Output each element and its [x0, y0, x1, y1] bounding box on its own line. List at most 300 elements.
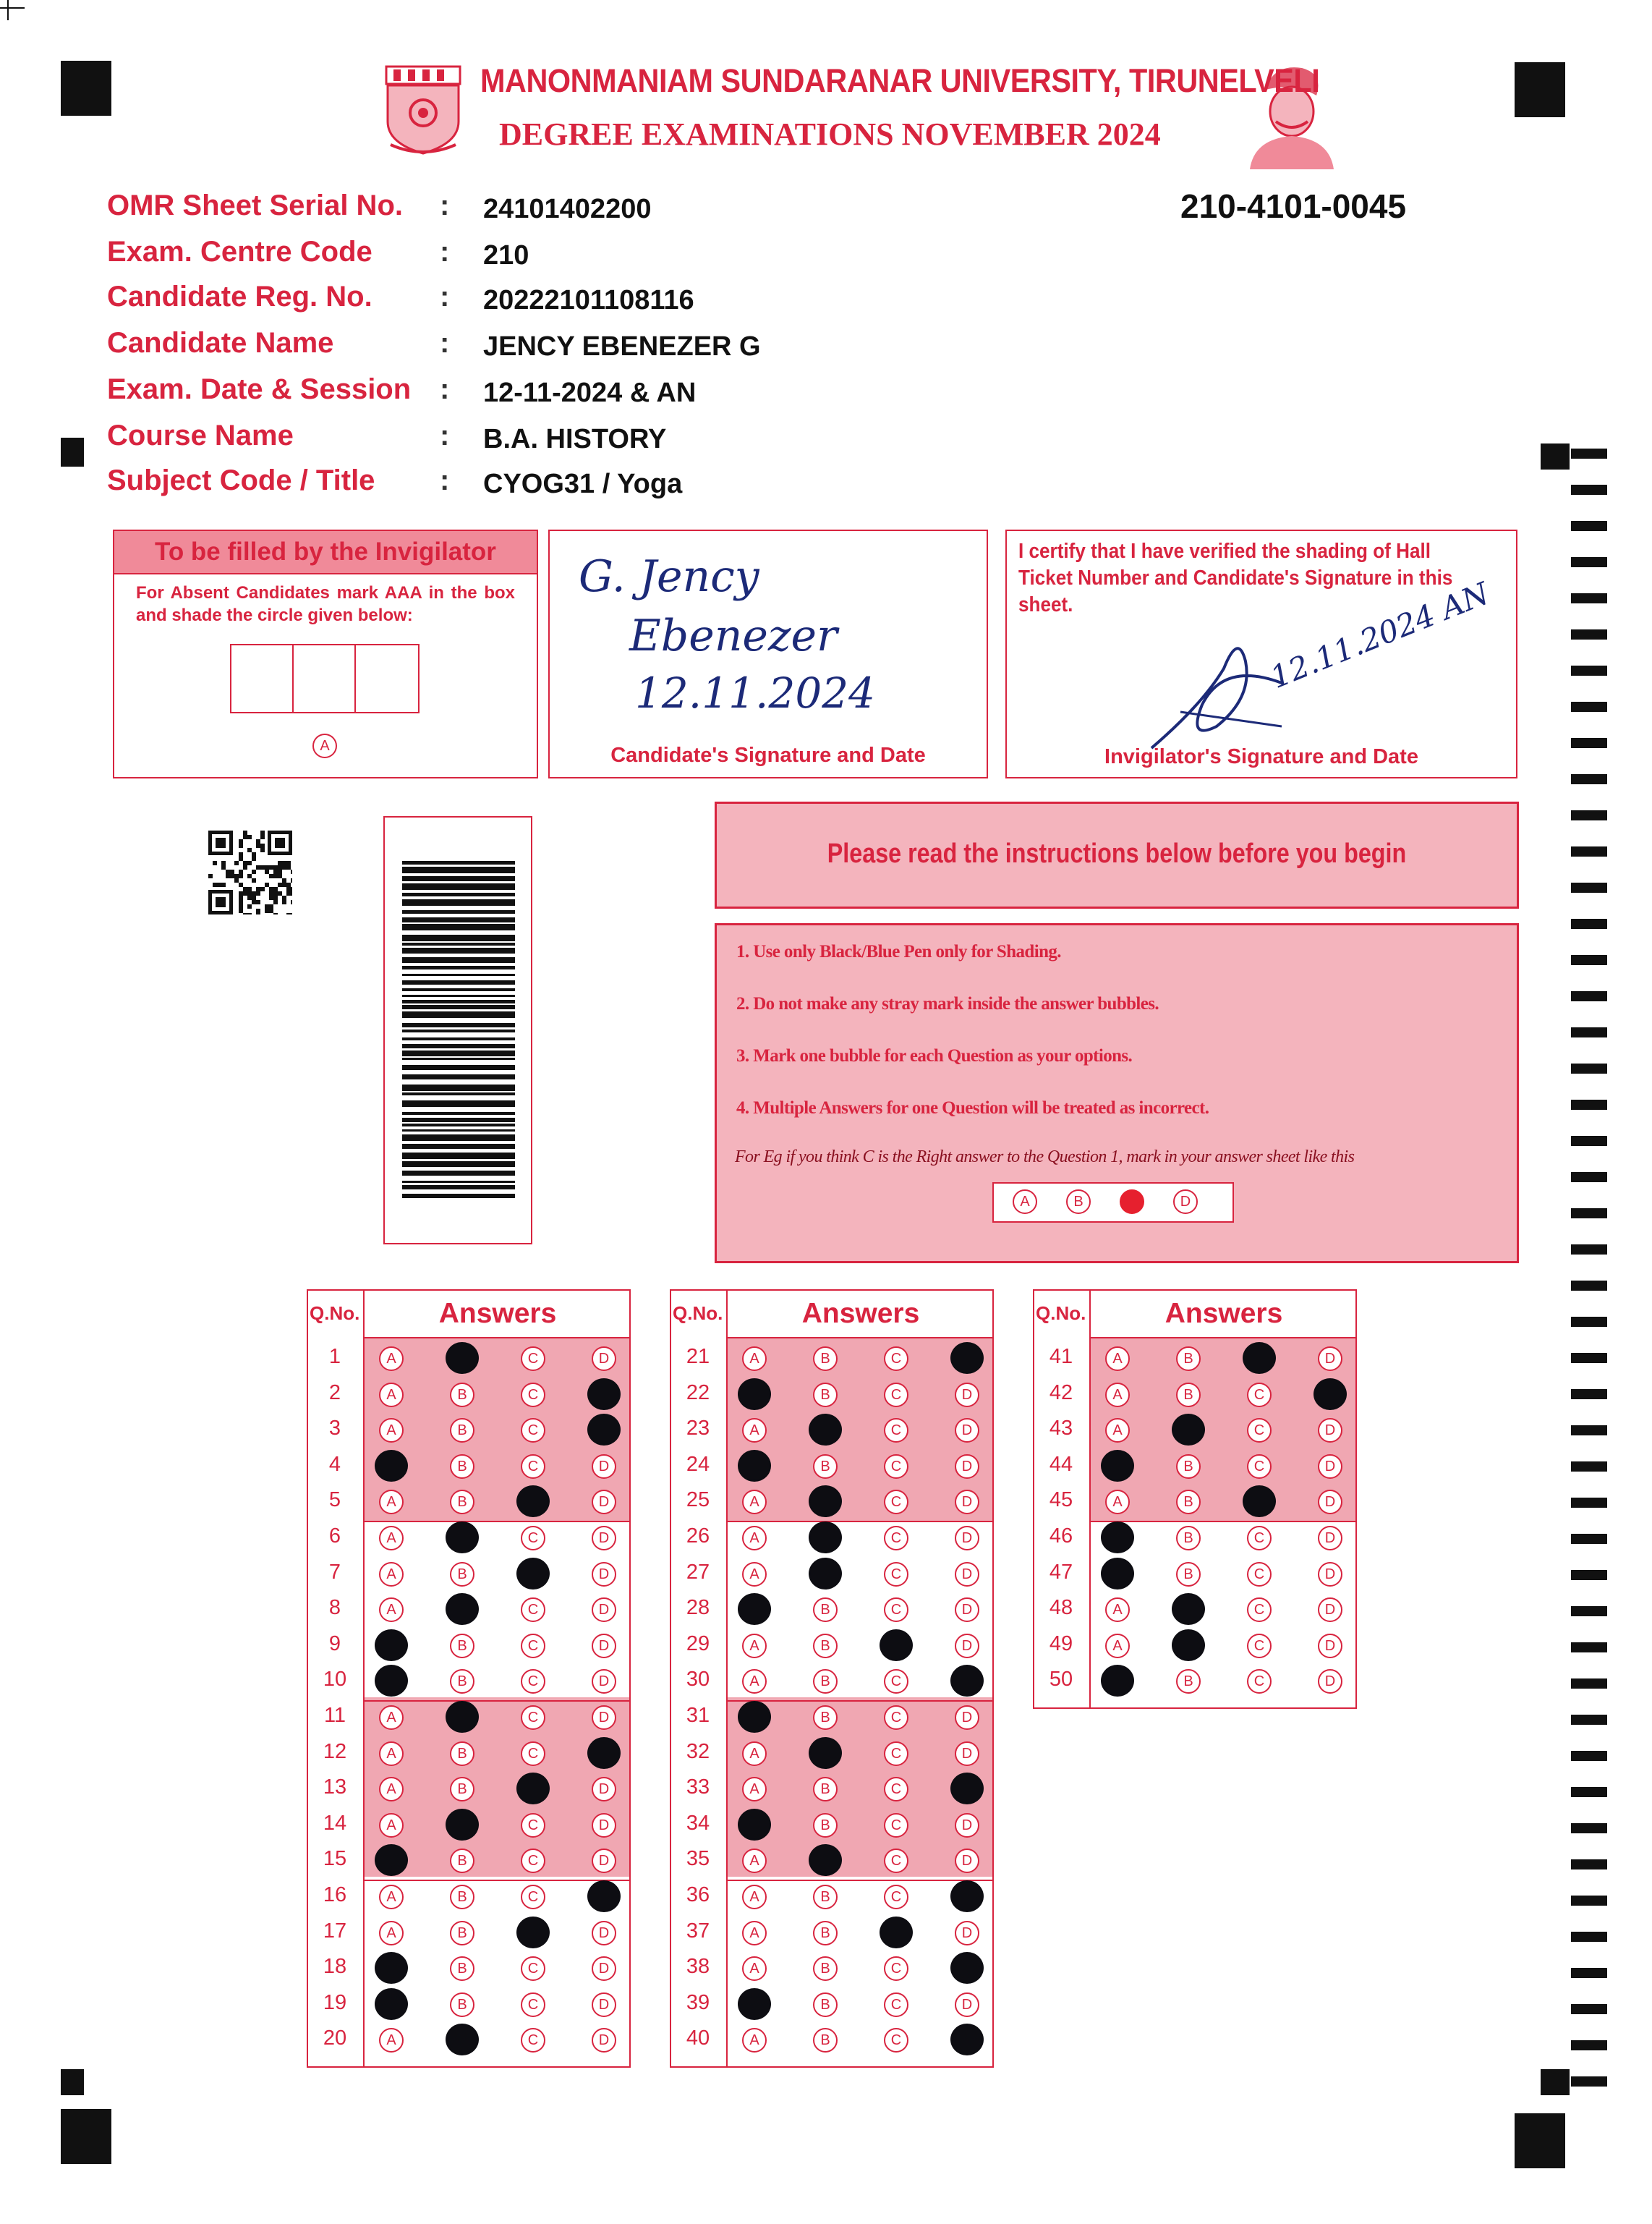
crop-mark [7, 0, 9, 20]
answer-bubble[interactable]: B [450, 1849, 474, 1873]
answer-bubble[interactable] [1172, 1414, 1205, 1446]
timing-mark [1571, 1932, 1607, 1942]
candidate-signature-name: G. Jency [579, 551, 759, 602]
answer-bubble[interactable] [1243, 1342, 1276, 1374]
answer-bubble[interactable]: D [1318, 1490, 1342, 1514]
answer-bubble[interactable] [950, 1773, 984, 1804]
answer-bubble[interactable]: B [813, 1383, 838, 1407]
answer-bubble[interactable] [375, 1450, 408, 1482]
answer-bubble[interactable]: B [813, 1992, 838, 2017]
example-bubble: A [1013, 1189, 1037, 1214]
question-number: 26 [686, 1524, 710, 1548]
answer-bubble[interactable]: B [450, 1562, 474, 1587]
question-number: 23 [686, 1417, 710, 1440]
timing-mark [1571, 1281, 1607, 1291]
answer-bubble[interactable]: C [884, 1454, 908, 1479]
question-number: 34 [686, 1811, 710, 1835]
detail-label: Candidate Reg. No. [107, 281, 372, 313]
answer-bubble[interactable]: D [592, 1346, 616, 1371]
example-bubble [1120, 1189, 1144, 1214]
timing-mark [1571, 521, 1607, 531]
answer-bubble[interactable]: B [813, 1956, 838, 1981]
answer-bubble[interactable]: D [955, 1921, 979, 1945]
answer-bubble[interactable]: A [742, 1562, 767, 1587]
answer-bubble[interactable]: C [521, 1418, 545, 1443]
instruction-banner-text: Please read the instructions below before you begin [827, 839, 1407, 869]
answer-bubble[interactable] [738, 1988, 771, 2020]
answer-bubble[interactable]: B [450, 1777, 474, 1801]
answer-bubble[interactable]: B [1176, 1562, 1201, 1587]
detail-label: Candidate Name [107, 327, 334, 359]
registration-mark [61, 2109, 111, 2164]
barcode-frame [383, 816, 532, 1244]
answer-bubble[interactable]: B [813, 1634, 838, 1658]
answer-bubble[interactable]: D [592, 1597, 616, 1622]
band-divider [1091, 1521, 1355, 1522]
question-number: 29 [686, 1631, 710, 1655]
answer-bubble[interactable]: D [955, 1490, 979, 1514]
answer-bubble[interactable]: D [592, 1813, 616, 1838]
answer-bubble[interactable]: D [955, 1383, 979, 1407]
answer-bubble[interactable] [587, 1414, 621, 1446]
timing-mark [1571, 1425, 1607, 1435]
question-number: 47 [1049, 1560, 1073, 1584]
question-number: 14 [323, 1811, 347, 1835]
answer-bubble[interactable]: A [742, 1418, 767, 1443]
question-number: 31 [686, 1704, 710, 1727]
answer-bubble[interactable]: A [1105, 1634, 1130, 1658]
question-number: 7 [328, 1560, 341, 1584]
answer-bubble[interactable]: C [884, 1490, 908, 1514]
answer-bubble[interactable]: A [379, 1597, 404, 1622]
answer-bubble[interactable] [809, 1521, 842, 1553]
answer-bubble[interactable] [1101, 1521, 1134, 1553]
detail-label: Exam. Centre Code [107, 236, 372, 268]
detail-value: JENCY EBENEZER G [483, 331, 761, 362]
answer-bubble[interactable]: C [884, 1849, 908, 1873]
answer-bubble[interactable]: C [521, 1526, 545, 1550]
answer-bubble[interactable]: B [813, 1454, 838, 1479]
answer-bubble[interactable]: B [1176, 1383, 1201, 1407]
answer-bubble[interactable]: B [450, 1418, 474, 1443]
answer-bubble[interactable]: C [884, 1383, 908, 1407]
answer-bubble[interactable] [516, 1773, 550, 1804]
answer-bubble[interactable]: C [521, 1956, 545, 1981]
timing-mark [1571, 1787, 1607, 1797]
answer-bubble[interactable] [587, 1880, 621, 1912]
answer-bubble[interactable]: A [742, 1885, 767, 1909]
answer-bubble[interactable] [446, 1521, 479, 1553]
answer-bubble[interactable] [809, 1737, 842, 1769]
answer-bubble[interactable]: C [884, 1346, 908, 1371]
answer-bubble[interactable]: A [379, 1418, 404, 1443]
answer-bubble[interactable]: B [450, 1956, 474, 1981]
answer-bubble[interactable]: C [521, 1383, 545, 1407]
question-number: 9 [328, 1631, 341, 1655]
answer-bubble[interactable] [738, 1701, 771, 1733]
question-number: 4 [328, 1452, 341, 1476]
answer-bubble[interactable]: C [1247, 1634, 1272, 1658]
answer-bubble[interactable] [446, 1342, 479, 1374]
question-number: 28 [686, 1596, 710, 1620]
university-name: MANONMANIAM SUNDARANAR UNIVERSITY, TIRUNELVELI [480, 62, 1320, 99]
answer-bubble[interactable]: B [813, 1885, 838, 1909]
answer-bubble[interactable] [446, 1593, 479, 1625]
timing-mark [1571, 846, 1607, 857]
answer-bubble[interactable]: C [884, 1418, 908, 1443]
answer-bubble[interactable]: A [379, 1562, 404, 1587]
answer-bubble[interactable]: C [521, 1849, 545, 1873]
question-number: 39 [686, 1990, 710, 2014]
example-bubbles [992, 1182, 1234, 1223]
instruction-4: 4. Multiple Answers for one Question will be treated as incorrect. [736, 1098, 1209, 1118]
answer-bubble[interactable]: C [521, 1346, 545, 1371]
registration-mark [61, 438, 84, 467]
answer-bubble[interactable]: A [379, 1813, 404, 1838]
timing-mark [1571, 1136, 1607, 1146]
band-divider [728, 1521, 992, 1522]
answer-bubble[interactable] [738, 1809, 771, 1841]
answer-bubble[interactable]: C [521, 1634, 545, 1658]
answer-bubble[interactable]: C [884, 1741, 908, 1766]
timing-mark [1571, 557, 1607, 567]
answer-bubble[interactable]: C [1247, 1562, 1272, 1587]
answer-bubble[interactable]: D [1318, 1634, 1342, 1658]
question-number: 33 [686, 1775, 710, 1799]
band-divider [728, 1700, 992, 1702]
question-number: 25 [686, 1488, 710, 1512]
band-divider [365, 1880, 629, 1881]
answer-bubble[interactable]: C [884, 1885, 908, 1909]
answer-bubble[interactable]: C [884, 1705, 908, 1730]
absent-box-divider [292, 645, 294, 712]
question-number: 15 [323, 1847, 347, 1871]
answer-bubble[interactable]: D [592, 1562, 616, 1587]
answer-bubble[interactable]: B [813, 1346, 838, 1371]
question-number: 37 [686, 1919, 710, 1943]
answer-bubble[interactable] [1172, 1593, 1205, 1625]
detail-label: OMR Sheet Serial No. [107, 190, 403, 221]
question-number: 43 [1049, 1417, 1073, 1440]
answer-bubble[interactable]: C [884, 1597, 908, 1622]
timing-mark [1571, 1027, 1607, 1037]
answer-bubble[interactable] [950, 1880, 984, 1912]
detail-colon: : [440, 420, 450, 451]
answer-bubble[interactable]: C [521, 1741, 545, 1766]
answer-bubble[interactable]: D [1318, 1562, 1342, 1587]
answer-bubble[interactable]: D [592, 1849, 616, 1873]
answer-bubble[interactable]: A [742, 1777, 767, 1801]
answer-bubble[interactable]: A [379, 1490, 404, 1514]
answer-bubble[interactable]: B [450, 1634, 474, 1658]
answer-bubble[interactable] [446, 1809, 479, 1841]
answer-bubble[interactable]: C [521, 1885, 545, 1909]
answer-bubble[interactable]: B [813, 1777, 838, 1801]
timing-mark [1571, 1678, 1607, 1689]
timing-mark [1571, 1498, 1607, 1508]
answer-bubble[interactable]: C [521, 1454, 545, 1479]
timing-mark [1571, 1100, 1607, 1110]
answer-bubble[interactable]: B [813, 1597, 838, 1622]
answer-bubble[interactable]: B [450, 1383, 474, 1407]
answer-bubble[interactable] [738, 1593, 771, 1625]
answer-bubble[interactable] [880, 1917, 913, 1948]
answer-bubble[interactable]: D [955, 1526, 979, 1550]
answer-bubble[interactable]: A [1105, 1418, 1130, 1443]
answer-bubble[interactable]: D [1318, 1669, 1342, 1694]
answer-bubble[interactable]: D [592, 1669, 616, 1694]
question-number: 38 [686, 1955, 710, 1979]
answer-bubble[interactable]: B [450, 1454, 474, 1479]
question-number: 13 [323, 1775, 347, 1799]
answer-bubble[interactable]: A [379, 1741, 404, 1766]
answer-bubble[interactable]: D [592, 1992, 616, 2017]
detail-value: CYOG31 / Yoga [483, 469, 683, 499]
answer-bubble[interactable]: A [742, 1956, 767, 1981]
timing-mark [1571, 1606, 1607, 1616]
answer-bubble[interactable]: D [1318, 1346, 1342, 1371]
answer-bubble[interactable]: A [742, 1526, 767, 1550]
answer-bubble[interactable] [516, 1917, 550, 1948]
answer-bubble[interactable]: B [1176, 1346, 1201, 1371]
answer-bubble[interactable]: D [592, 2028, 616, 2053]
answer-bubble[interactable]: A [379, 1526, 404, 1550]
question-number: 5 [328, 1488, 341, 1512]
detail-colon: : [440, 190, 450, 221]
answer-bubble[interactable]: D [592, 1526, 616, 1550]
answer-bubble[interactable]: D [592, 1490, 616, 1514]
answer-bubble[interactable] [375, 1952, 408, 1984]
question-number: 10 [323, 1668, 347, 1692]
answer-bubble[interactable]: B [813, 1705, 838, 1730]
answer-bubble[interactable]: D [592, 1634, 616, 1658]
answer-bubble[interactable]: C [884, 1562, 908, 1587]
answer-bubble[interactable]: D [955, 1849, 979, 1873]
answer-bubble[interactable]: B [1176, 1526, 1201, 1550]
question-number: 1 [328, 1345, 341, 1368]
answer-bubble[interactable]: C [521, 1669, 545, 1694]
absent-bubble[interactable]: A [312, 734, 337, 758]
example-text: For Eg if you think C is the Right answer to the Question 1, mark in your answer sheet like this [735, 1147, 1355, 1166]
question-number: 12 [323, 1739, 347, 1763]
answer-bubble[interactable]: A [1105, 1346, 1130, 1371]
band-divider [365, 1521, 629, 1522]
answer-bubble[interactable]: A [742, 1490, 767, 1514]
question-number: 44 [1049, 1452, 1073, 1476]
answer-bubble[interactable] [809, 1558, 842, 1590]
answer-bubble[interactable]: C [521, 1597, 545, 1622]
timing-mark [1571, 1317, 1607, 1327]
shaded-band [1091, 1338, 1355, 1522]
answer-bubble[interactable] [738, 1378, 771, 1410]
answer-bubble[interactable]: C [884, 1956, 908, 1981]
absent-mark-boxes[interactable] [230, 644, 420, 713]
answer-bubble[interactable]: D [1318, 1418, 1342, 1443]
answer-bubble[interactable] [587, 1378, 621, 1410]
answer-bubble[interactable]: C [1247, 1526, 1272, 1550]
timing-mark [1571, 1642, 1607, 1652]
answer-bubble[interactable]: A [379, 1383, 404, 1407]
answer-bubble[interactable] [587, 1737, 621, 1769]
answer-bubble[interactable]: B [450, 1490, 474, 1514]
detail-label: Subject Code / Title [107, 464, 375, 496]
question-number: 20 [323, 2026, 347, 2050]
answer-bubble[interactable]: D [955, 1418, 979, 1443]
answer-bubble[interactable]: C [1247, 1597, 1272, 1622]
answer-bubble[interactable]: B [450, 1741, 474, 1766]
answer-bubble[interactable]: B [450, 1669, 474, 1694]
answer-bubble[interactable]: D [955, 1634, 979, 1658]
question-number: 49 [1049, 1631, 1073, 1655]
answer-bubble[interactable]: A [379, 2028, 404, 2053]
answer-bubble[interactable]: B [450, 1992, 474, 2017]
answer-bubble[interactable]: B [1176, 1669, 1201, 1694]
answer-bubble[interactable]: A [379, 1921, 404, 1945]
answer-bubble[interactable]: A [742, 1921, 767, 1945]
answer-bubble[interactable]: A [742, 1741, 767, 1766]
invigilator-signature-box [1005, 530, 1517, 778]
answer-bubble[interactable] [950, 1342, 984, 1374]
timing-mark [1571, 485, 1607, 495]
question-number: 46 [1049, 1524, 1073, 1548]
answer-bubble[interactable]: D [955, 1454, 979, 1479]
invigilator-signature-caption: Invigilator's Signature and Date [1104, 745, 1418, 768]
answer-bubble[interactable]: B [813, 2028, 838, 2053]
answer-bubble[interactable]: A [379, 1777, 404, 1801]
answer-bubble[interactable]: A [1105, 1597, 1130, 1622]
answer-bubble[interactable] [516, 1558, 550, 1590]
answer-bubble[interactable]: D [1318, 1597, 1342, 1622]
registration-mark [61, 61, 111, 116]
answer-bubble[interactable] [809, 1414, 842, 1446]
question-number: 50 [1049, 1668, 1073, 1692]
answer-bubble[interactable]: D [955, 1705, 979, 1730]
answer-bubble[interactable]: D [592, 1705, 616, 1730]
answer-bubble[interactable]: A [1105, 1490, 1130, 1514]
answer-bubble[interactable]: C [884, 1992, 908, 2017]
answer-bubble[interactable] [1172, 1629, 1205, 1661]
timing-mark [1571, 883, 1607, 893]
answer-bubble[interactable]: B [450, 1921, 474, 1945]
answer-bubble[interactable]: D [955, 1597, 979, 1622]
answer-bubble[interactable]: C [884, 1813, 908, 1838]
answer-bubble[interactable]: D [592, 1454, 616, 1479]
answer-bubble[interactable]: D [1318, 1454, 1342, 1479]
answer-bubble[interactable]: C [884, 1777, 908, 1801]
answer-bubble[interactable] [1101, 1450, 1134, 1482]
answer-bubble[interactable] [375, 1629, 408, 1661]
answers-header: Answers [801, 1298, 920, 1329]
answer-bubble[interactable]: C [521, 1992, 545, 2017]
question-number: 24 [686, 1452, 710, 1476]
detail-value: 24101402200 [483, 194, 652, 224]
registration-mark [61, 2069, 84, 2095]
answer-bubble[interactable]: D [955, 1992, 979, 2017]
answer-bubble[interactable]: D [1318, 1526, 1342, 1550]
answer-bubble[interactable]: A [379, 1885, 404, 1909]
qno-header: Q.No. [673, 1302, 723, 1324]
answer-bubble[interactable]: D [592, 1777, 616, 1801]
detail-value: 12-11-2024 & AN [483, 378, 697, 408]
answer-bubble[interactable]: B [813, 1813, 838, 1838]
answer-bubble[interactable]: A [742, 1634, 767, 1658]
detail-colon: : [440, 281, 450, 313]
answer-bubble[interactable]: B [1176, 1454, 1201, 1479]
answer-bubble[interactable]: D [955, 1741, 979, 1766]
answer-bubble[interactable]: C [884, 2028, 908, 2053]
registration-mark [1515, 2113, 1565, 2168]
timing-mark [1571, 1570, 1607, 1580]
answer-bubble[interactable]: A [1105, 1383, 1130, 1407]
invigilator-signature-scribble [1137, 618, 1325, 763]
answer-bubble[interactable] [880, 1629, 913, 1661]
answer-bubble[interactable] [1313, 1378, 1347, 1410]
answer-bubble[interactable]: A [742, 2028, 767, 2053]
answer-bubble[interactable]: B [813, 1921, 838, 1945]
answer-bubble[interactable]: C [1247, 1418, 1272, 1443]
answer-bubble[interactable]: A [742, 1849, 767, 1873]
answer-bubble[interactable] [375, 1988, 408, 2020]
invigilator-signature-date: 12.11.2024 AN [1265, 575, 1494, 695]
answer-bubble[interactable]: B [450, 1885, 474, 1909]
answer-bubble[interactable]: B [813, 1669, 838, 1694]
detail-label: Exam. Date & Session [107, 373, 412, 405]
answer-bubble[interactable] [1101, 1558, 1134, 1590]
answer-bubble[interactable]: C [884, 1669, 908, 1694]
answer-bubble[interactable]: A [379, 1705, 404, 1730]
answer-bubble[interactable]: B [1176, 1490, 1201, 1514]
answer-bubble[interactable]: C [884, 1526, 908, 1550]
timing-mark [1571, 738, 1607, 748]
registration-mark [1541, 443, 1570, 470]
answer-bubble[interactable] [950, 1952, 984, 1984]
question-number: 17 [323, 1919, 347, 1943]
question-number: 19 [323, 1990, 347, 2014]
candidate-signature-caption: Candidate's Signature and Date [610, 744, 926, 767]
instruction-1: 1. Use only Black/Blue Pen only for Shading. [736, 942, 1061, 962]
timing-mark [1571, 1896, 1607, 1906]
question-number: 16 [323, 1883, 347, 1906]
answer-bubble[interactable]: D [592, 1956, 616, 1981]
answer-bubble[interactable]: C [1247, 1454, 1272, 1479]
answer-bubble[interactable]: A [742, 1346, 767, 1371]
answer-bubble[interactable]: C [521, 1705, 545, 1730]
answer-bubble[interactable]: C [521, 1813, 545, 1838]
example-bubble: D [1173, 1189, 1198, 1214]
answer-bubble[interactable]: D [955, 1813, 979, 1838]
answer-bubble[interactable]: A [742, 1669, 767, 1694]
answer-bubble[interactable]: D [592, 1921, 616, 1945]
answer-bubble[interactable]: C [1247, 1669, 1272, 1694]
detail-colon: : [440, 236, 450, 268]
question-number: 30 [686, 1668, 710, 1692]
answer-bubble[interactable]: A [379, 1346, 404, 1371]
timing-mark [1571, 2076, 1607, 2087]
answer-bubble[interactable]: C [1247, 1383, 1272, 1407]
answer-bubble[interactable] [738, 1450, 771, 1482]
timing-mark [1571, 955, 1607, 965]
answer-bubble[interactable] [446, 1701, 479, 1733]
question-number: 45 [1049, 1488, 1073, 1512]
timing-mark [1571, 1823, 1607, 1833]
timing-mark [1571, 1534, 1607, 1544]
question-number: 18 [323, 1955, 347, 1979]
answer-bubble[interactable]: D [955, 1562, 979, 1587]
timing-mark [1571, 1064, 1607, 1074]
timing-mark [1571, 1968, 1607, 1978]
answer-bubble[interactable]: C [521, 2028, 545, 2053]
detail-value: 210 [483, 240, 529, 271]
